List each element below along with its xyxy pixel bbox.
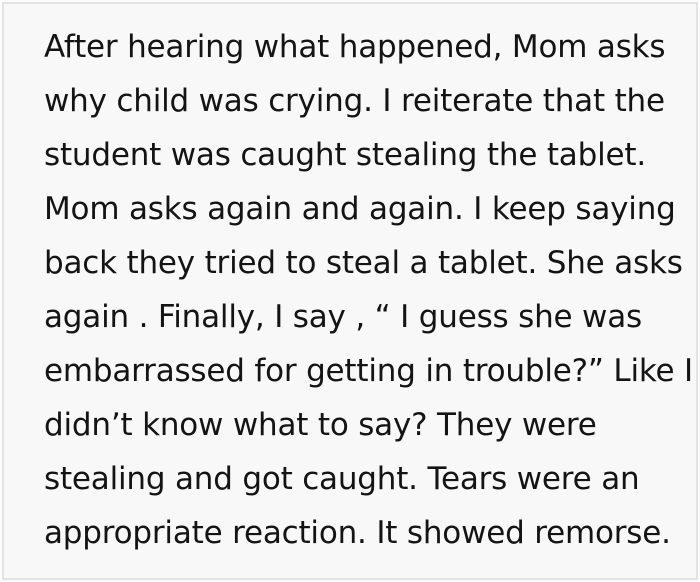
post-text-line: Mom asks again and again. I keep saying: [44, 191, 676, 227]
text-post-card: [2, 2, 698, 580]
post-text-line: embarrassed for getting in trouble?” Like I: [44, 353, 693, 389]
post-text-line: After hearing what happened, Mom asks: [44, 29, 666, 65]
post-text-line: didn’t know what to say? They were: [44, 407, 597, 443]
post-paragraph: [4, 4, 696, 560]
post-text-line: student was caught stealing the tablet.: [44, 137, 646, 173]
post-text-line: again . Finally, I say , “ I guess she was: [44, 299, 642, 335]
post-text-line: why child was crying. I reiterate that the: [44, 83, 665, 119]
post-text-line: stealing and got caught. Tears were an: [44, 461, 640, 497]
post-text-line: appropriate reaction. It showed remorse.: [44, 515, 671, 551]
post-text-line: back they tried to steal a tablet. She asks: [44, 245, 683, 281]
